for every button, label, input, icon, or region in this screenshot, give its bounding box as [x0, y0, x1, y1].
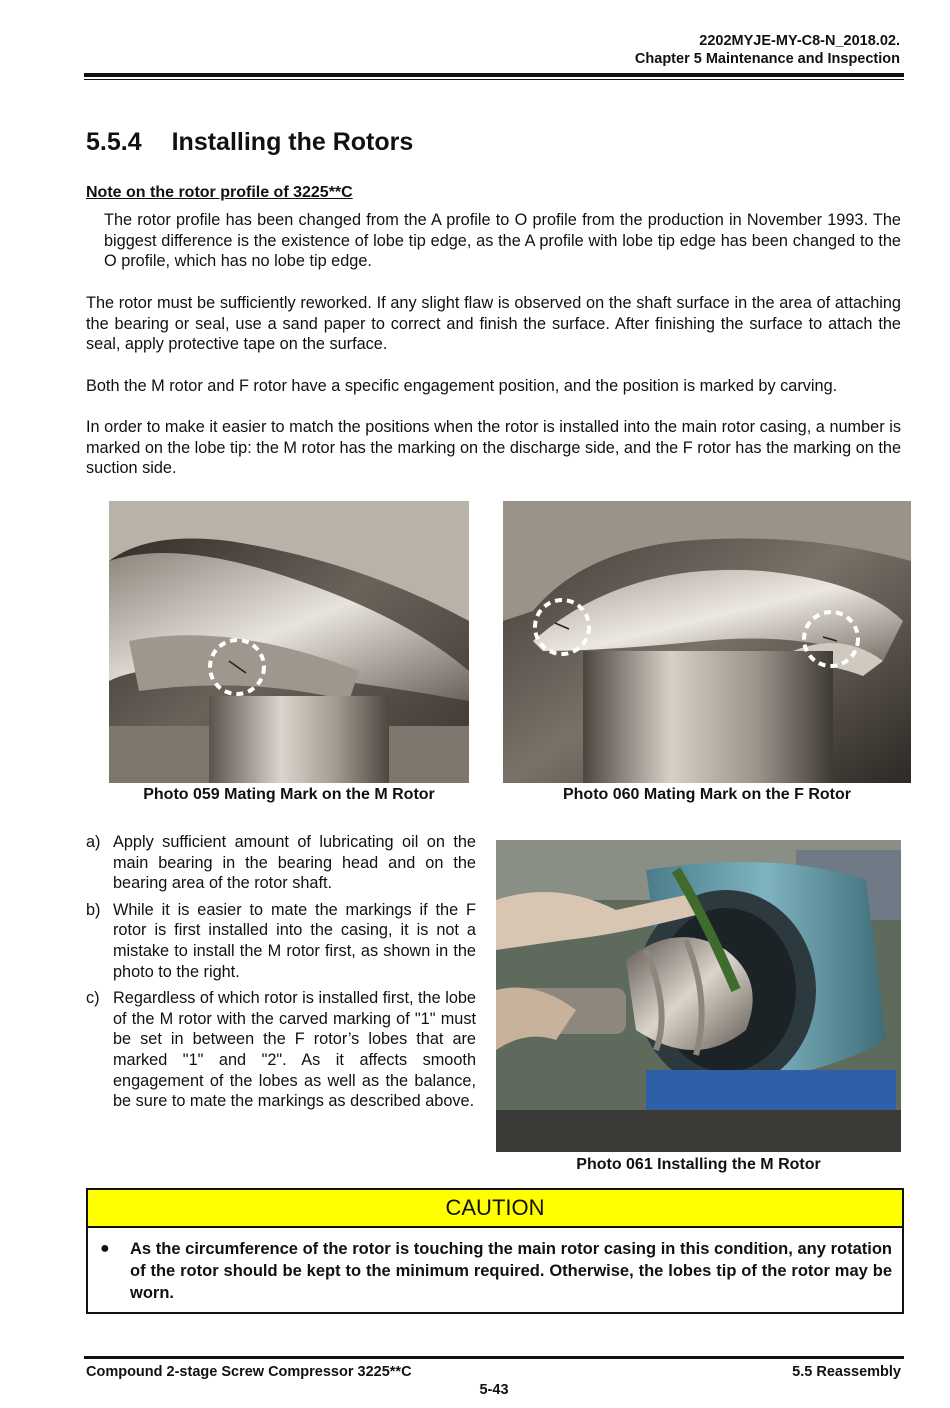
header-rule-thin	[84, 79, 904, 80]
paragraph-marking: In order to make it easier to match the positions when the rotor is installed into the main rotor casing, a number is marked on the lobe tip: the M rotor has the marking on the discharge side, and the F rotor has the marking on the suction side.	[86, 418, 901, 478]
footer-section: 5.5 Reassembly	[792, 1364, 901, 1380]
footer-rule	[84, 1356, 904, 1359]
header-chapter: Chapter 5 Maintenance and Inspection	[634, 51, 900, 67]
paragraph-engagement: Both the M rotor and F rotor have a specific engagement position, and the position is marked by carving.	[86, 377, 838, 395]
caution-text: As the circumference of the rotor is touching the main rotor casing in this condition, any rotation of the rotor should be kept to the minimum required. Otherwise, the lobes tip of the rotor may be worn.	[130, 1240, 892, 1302]
caution-title: CAUTION	[445, 1195, 545, 1220]
step-marker: b)	[86, 900, 101, 919]
m-rotor-image	[109, 501, 469, 783]
section-heading	[86, 128, 413, 157]
caution-header	[88, 1190, 902, 1228]
bullet-icon: ●	[100, 1240, 110, 1257]
note-heading: Note on the rotor profile of 3225**C	[86, 184, 353, 201]
footer-title: Compound 2-stage Screw Compressor 3225**C	[86, 1364, 412, 1380]
note-text: The rotor profile has been changed from the A profile to O profile from the production in November 1993. The biggest difference is the existence of lobe tip edge, as the A profile with lobe tip edge has been changed to the O profile, which has no lobe tip edge.	[104, 211, 901, 271]
caution-box	[86, 1188, 904, 1314]
paragraph-rework: The rotor must be sufficiently reworked. If any slight flaw is observed on the shaft surface in the area of attaching the bearing or seal, use a sand paper to correct and finish the surface. After finishing the surface to attach the seal, apply protective tape on the surface.	[86, 294, 901, 354]
photo-installing-m-rotor	[496, 840, 901, 1152]
step-text: Regardless of which rotor is installed first, the lobe of the M rotor with the carved marking of "1" must be set in between the F rotor’s lobes that are marked "1" and "2". As it affects smooth engagement of the lobes as well as the balance, be sure to mate the markings as described above.	[113, 989, 476, 1111]
page-number: 5-43	[479, 1382, 509, 1398]
step-a	[86, 832, 476, 894]
procedure-steps	[86, 832, 476, 1118]
section-title: Installing the Rotors	[171, 128, 414, 156]
step-b	[86, 900, 476, 982]
section-number: 5.5.4	[86, 128, 142, 156]
step-marker: a)	[86, 833, 101, 851]
caution-body	[88, 1228, 902, 1312]
photo-f-rotor-mark	[503, 501, 911, 783]
step-text: While it is easier to mate the markings if the F rotor is first installed into the casing, it is not a mistake to install the M rotor first, as shown in the photo to the right.	[113, 900, 476, 981]
step-text: Apply sufficient amount of lubricating oil on the main bearing in the bearing head and on the bearing area of the rotor shaft.	[113, 833, 476, 893]
f-rotor-image	[503, 501, 911, 783]
photo-061-caption: Photo 061 Installing the M Rotor	[576, 1156, 821, 1173]
step-c	[86, 988, 476, 1112]
photo-060-caption: Photo 060 Mating Mark on the F Rotor	[562, 786, 851, 803]
installing-rotor-image	[496, 840, 901, 1152]
photo-059-caption: Photo 059 Mating Mark on the M Rotor	[143, 786, 435, 803]
header-doc-id: 2202MYJE-MY-C8-N_2018.02.	[699, 33, 900, 49]
photo-m-rotor-mark	[109, 501, 469, 783]
header-rule	[84, 73, 904, 77]
step-marker: c)	[86, 989, 100, 1008]
